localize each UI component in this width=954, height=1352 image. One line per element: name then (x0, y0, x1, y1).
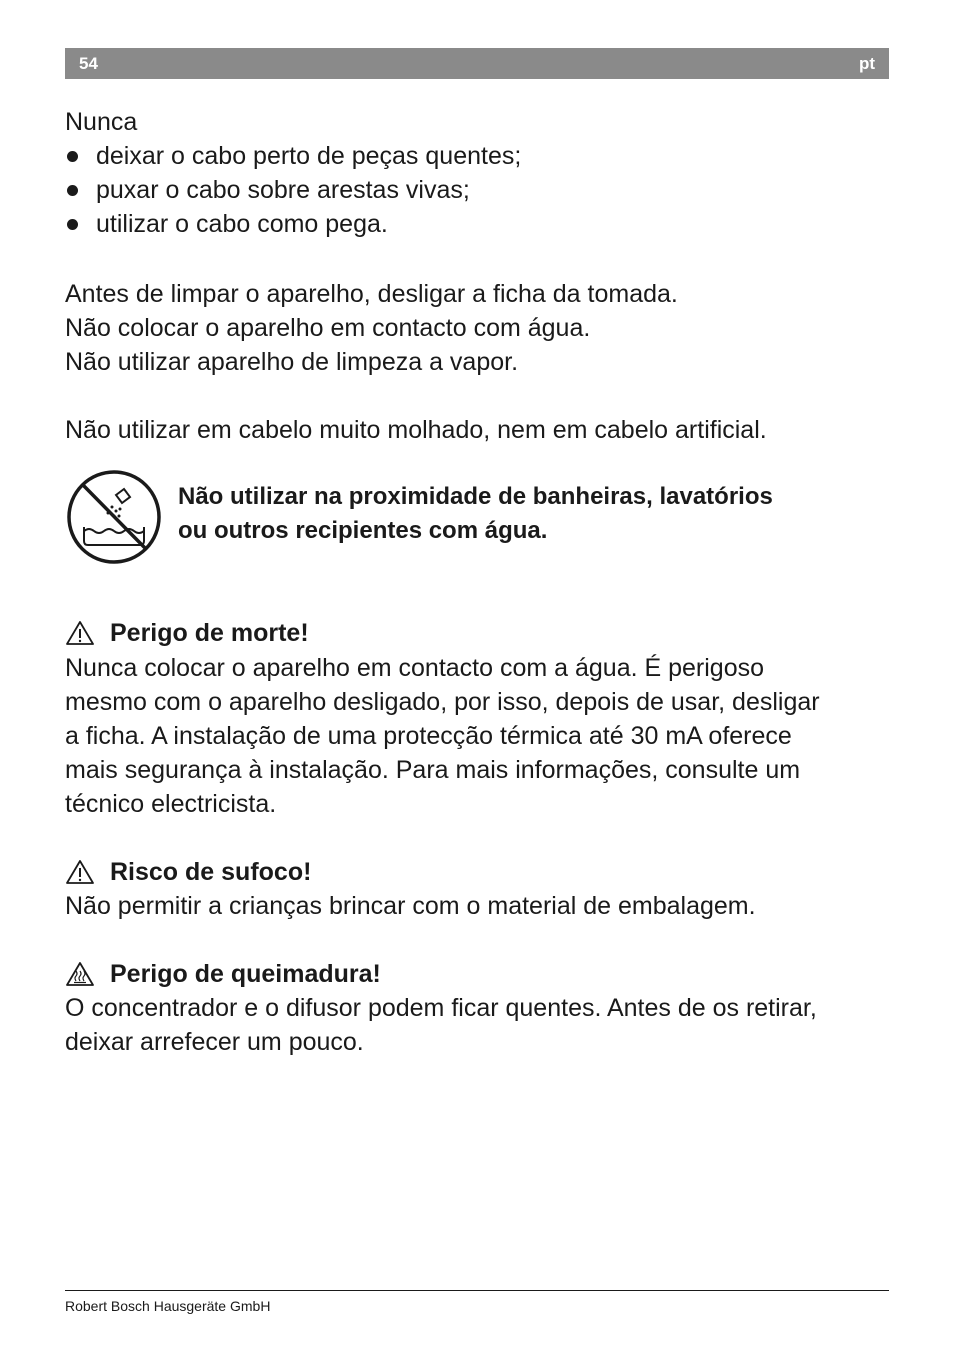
warning-title-death: Perigo de morte! (65, 616, 309, 650)
hair-note: Não utilizar em cabelo muito molhado, nem em cabelo artificial. (65, 416, 767, 444)
warning-body-burn: O concentrador e o difusor podem ficar quentes. Antes de os retirar, deixar arrefecer um pouco. (65, 994, 817, 1056)
warning-title-burn: Perigo de queimadura! (65, 957, 381, 991)
bullet-icon (67, 185, 78, 196)
list-item: puxar o cabo sobre arestas vivas; (65, 173, 521, 207)
cleaning-instructions (65, 277, 895, 379)
cable-bullet-list (65, 139, 521, 241)
footer-divider (65, 1290, 889, 1291)
language-code: pt (858, 54, 875, 73)
bullet-icon (67, 219, 78, 230)
list-item: deixar o cabo perto de peças quentes; (65, 139, 521, 173)
water-warning-line: ou outros recipientes com água. (178, 517, 548, 544)
intro-lead: Nunca (65, 108, 138, 136)
list-item: utilizar o cabo como pega. (65, 207, 521, 241)
header-bar (65, 48, 889, 79)
cleaning-line: Antes de limpar o aparelho, desligar a ficha da tomada. (65, 280, 678, 308)
warning-body-death: Nunca colocar o aparelho em contacto com a água. É perigoso mesmo com o aparelho desligado, por isso, depois de usar, desligar a ficha. A instalação de uma protecção térmica até 30 mA oferece mais segurança à instalação. Para mais informações, consulte um técnico electricista. (65, 654, 820, 818)
water-warning-text (178, 480, 878, 548)
bullet-icon (67, 151, 78, 162)
cleaning-line: Não colocar o aparelho em contacto com água. (65, 314, 591, 342)
warning-triangle-icon (65, 859, 95, 885)
hot-surface-warning-icon (65, 961, 95, 987)
warning-triangle-icon (65, 620, 95, 646)
warning-body-suffocation: Não permitir a crianças brincar com o material de embalagem. (65, 892, 756, 920)
cleaning-line: Não utilizar aparelho de limpeza a vapor. (65, 348, 519, 376)
no-water-icon (66, 469, 162, 565)
warning-title-suffocation: Risco de sufoco! (65, 855, 311, 889)
page-number: 54 (79, 54, 98, 73)
water-warning-line: Não utilizar na proximidade de banheiras, lavatórios (178, 483, 773, 510)
footer-company: Robert Bosch Hausgeräte GmbH (65, 1298, 271, 1314)
